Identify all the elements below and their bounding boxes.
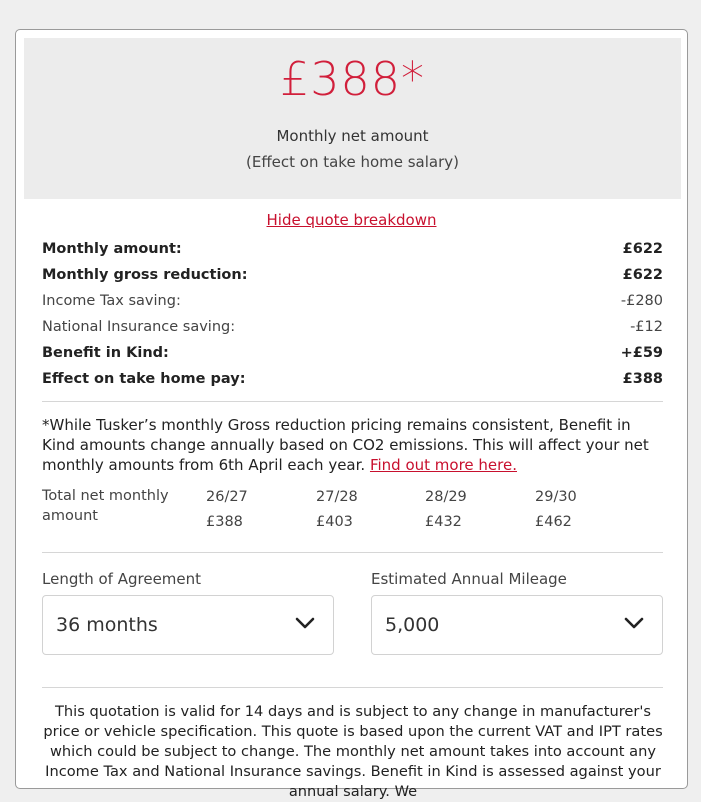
breakdown-label: National Insurance saving:	[42, 319, 236, 335]
year-label: 29/30	[535, 489, 577, 505]
yearly-net-amounts	[42, 486, 663, 536]
breakdown-value: -£280	[620, 293, 663, 309]
year-column	[535, 486, 577, 536]
agreement-length-label: Length of Agreement	[42, 570, 202, 588]
bik-note-text: *While Tusker’s monthly Gross reduction pricing remains consistent, Benefit in Kind amounts change annually based on CO2 emissions. This will affect your net monthly amounts from 6th April each year.	[42, 416, 649, 474]
chevron-down-icon	[295, 616, 315, 630]
annual-mileage-label: Estimated Annual Mileage	[371, 570, 567, 588]
breakdown-value: +£59	[620, 345, 663, 361]
breakdown-value: £388	[622, 371, 663, 387]
monthly-net-sublabel: (Effect on take home salary)	[245, 153, 460, 171]
agreement-length-value: 36 months	[56, 614, 158, 636]
breakdown-row	[42, 340, 663, 366]
hide-quote-breakdown-link[interactable]: Hide quote breakdown	[266, 211, 437, 229]
divider	[42, 552, 663, 553]
quote-summary-panel	[24, 38, 681, 199]
breakdown-value: £622	[622, 267, 663, 283]
monthly-net-price: £388*	[279, 52, 426, 106]
quote-breakdown	[42, 236, 663, 392]
breakdown-row	[42, 366, 663, 392]
annual-mileage-value: 5,000	[385, 614, 440, 636]
quote-card	[15, 29, 688, 800]
yearly-net-label: Total net monthly amount	[42, 488, 169, 524]
year-column	[206, 486, 248, 536]
year-amount: £462	[535, 514, 572, 530]
breakdown-label: Income Tax saving:	[42, 293, 181, 309]
year-amount: £432	[425, 514, 462, 530]
breakdown-row	[42, 262, 663, 288]
year-amount: £388	[206, 514, 243, 530]
breakdown-value: -£12	[630, 319, 663, 335]
bik-note	[42, 415, 667, 475]
breakdown-row	[42, 236, 663, 262]
year-column	[316, 486, 358, 536]
breakdown-value: £622	[622, 241, 663, 257]
breakdown-row	[42, 314, 663, 340]
year-label: 27/28	[316, 489, 358, 505]
year-label: 26/27	[206, 489, 248, 505]
year-amount: £403	[316, 514, 353, 530]
agreement-length-select[interactable]	[42, 595, 334, 655]
find-out-more-link[interactable]: Find out more here.	[369, 456, 517, 474]
breakdown-label: Monthly amount:	[42, 241, 182, 257]
breakdown-label: Effect on take home pay:	[42, 371, 246, 387]
year-label: 28/29	[425, 489, 467, 505]
breakdown-label: Monthly gross reduction:	[42, 267, 248, 283]
divider	[42, 687, 663, 688]
breakdown-row	[42, 288, 663, 314]
year-column	[425, 486, 467, 536]
quotation-disclaimer: This quotation is valid for 14 days and is subject to any change in manufacturer's price or vehicle specification. This quote is based upon the current VAT and IPT rates which could be subject to change. The monthly net amount takes into account any Income Tax and National Insurance savings. Benefit in Kind is assessed against your annual salary. We	[43, 703, 663, 800]
divider	[42, 401, 663, 402]
annual-mileage-select[interactable]	[371, 595, 663, 655]
chevron-down-icon	[624, 616, 644, 630]
breakdown-label: Benefit in Kind:	[42, 345, 169, 361]
monthly-net-label: Monthly net amount	[276, 127, 429, 145]
